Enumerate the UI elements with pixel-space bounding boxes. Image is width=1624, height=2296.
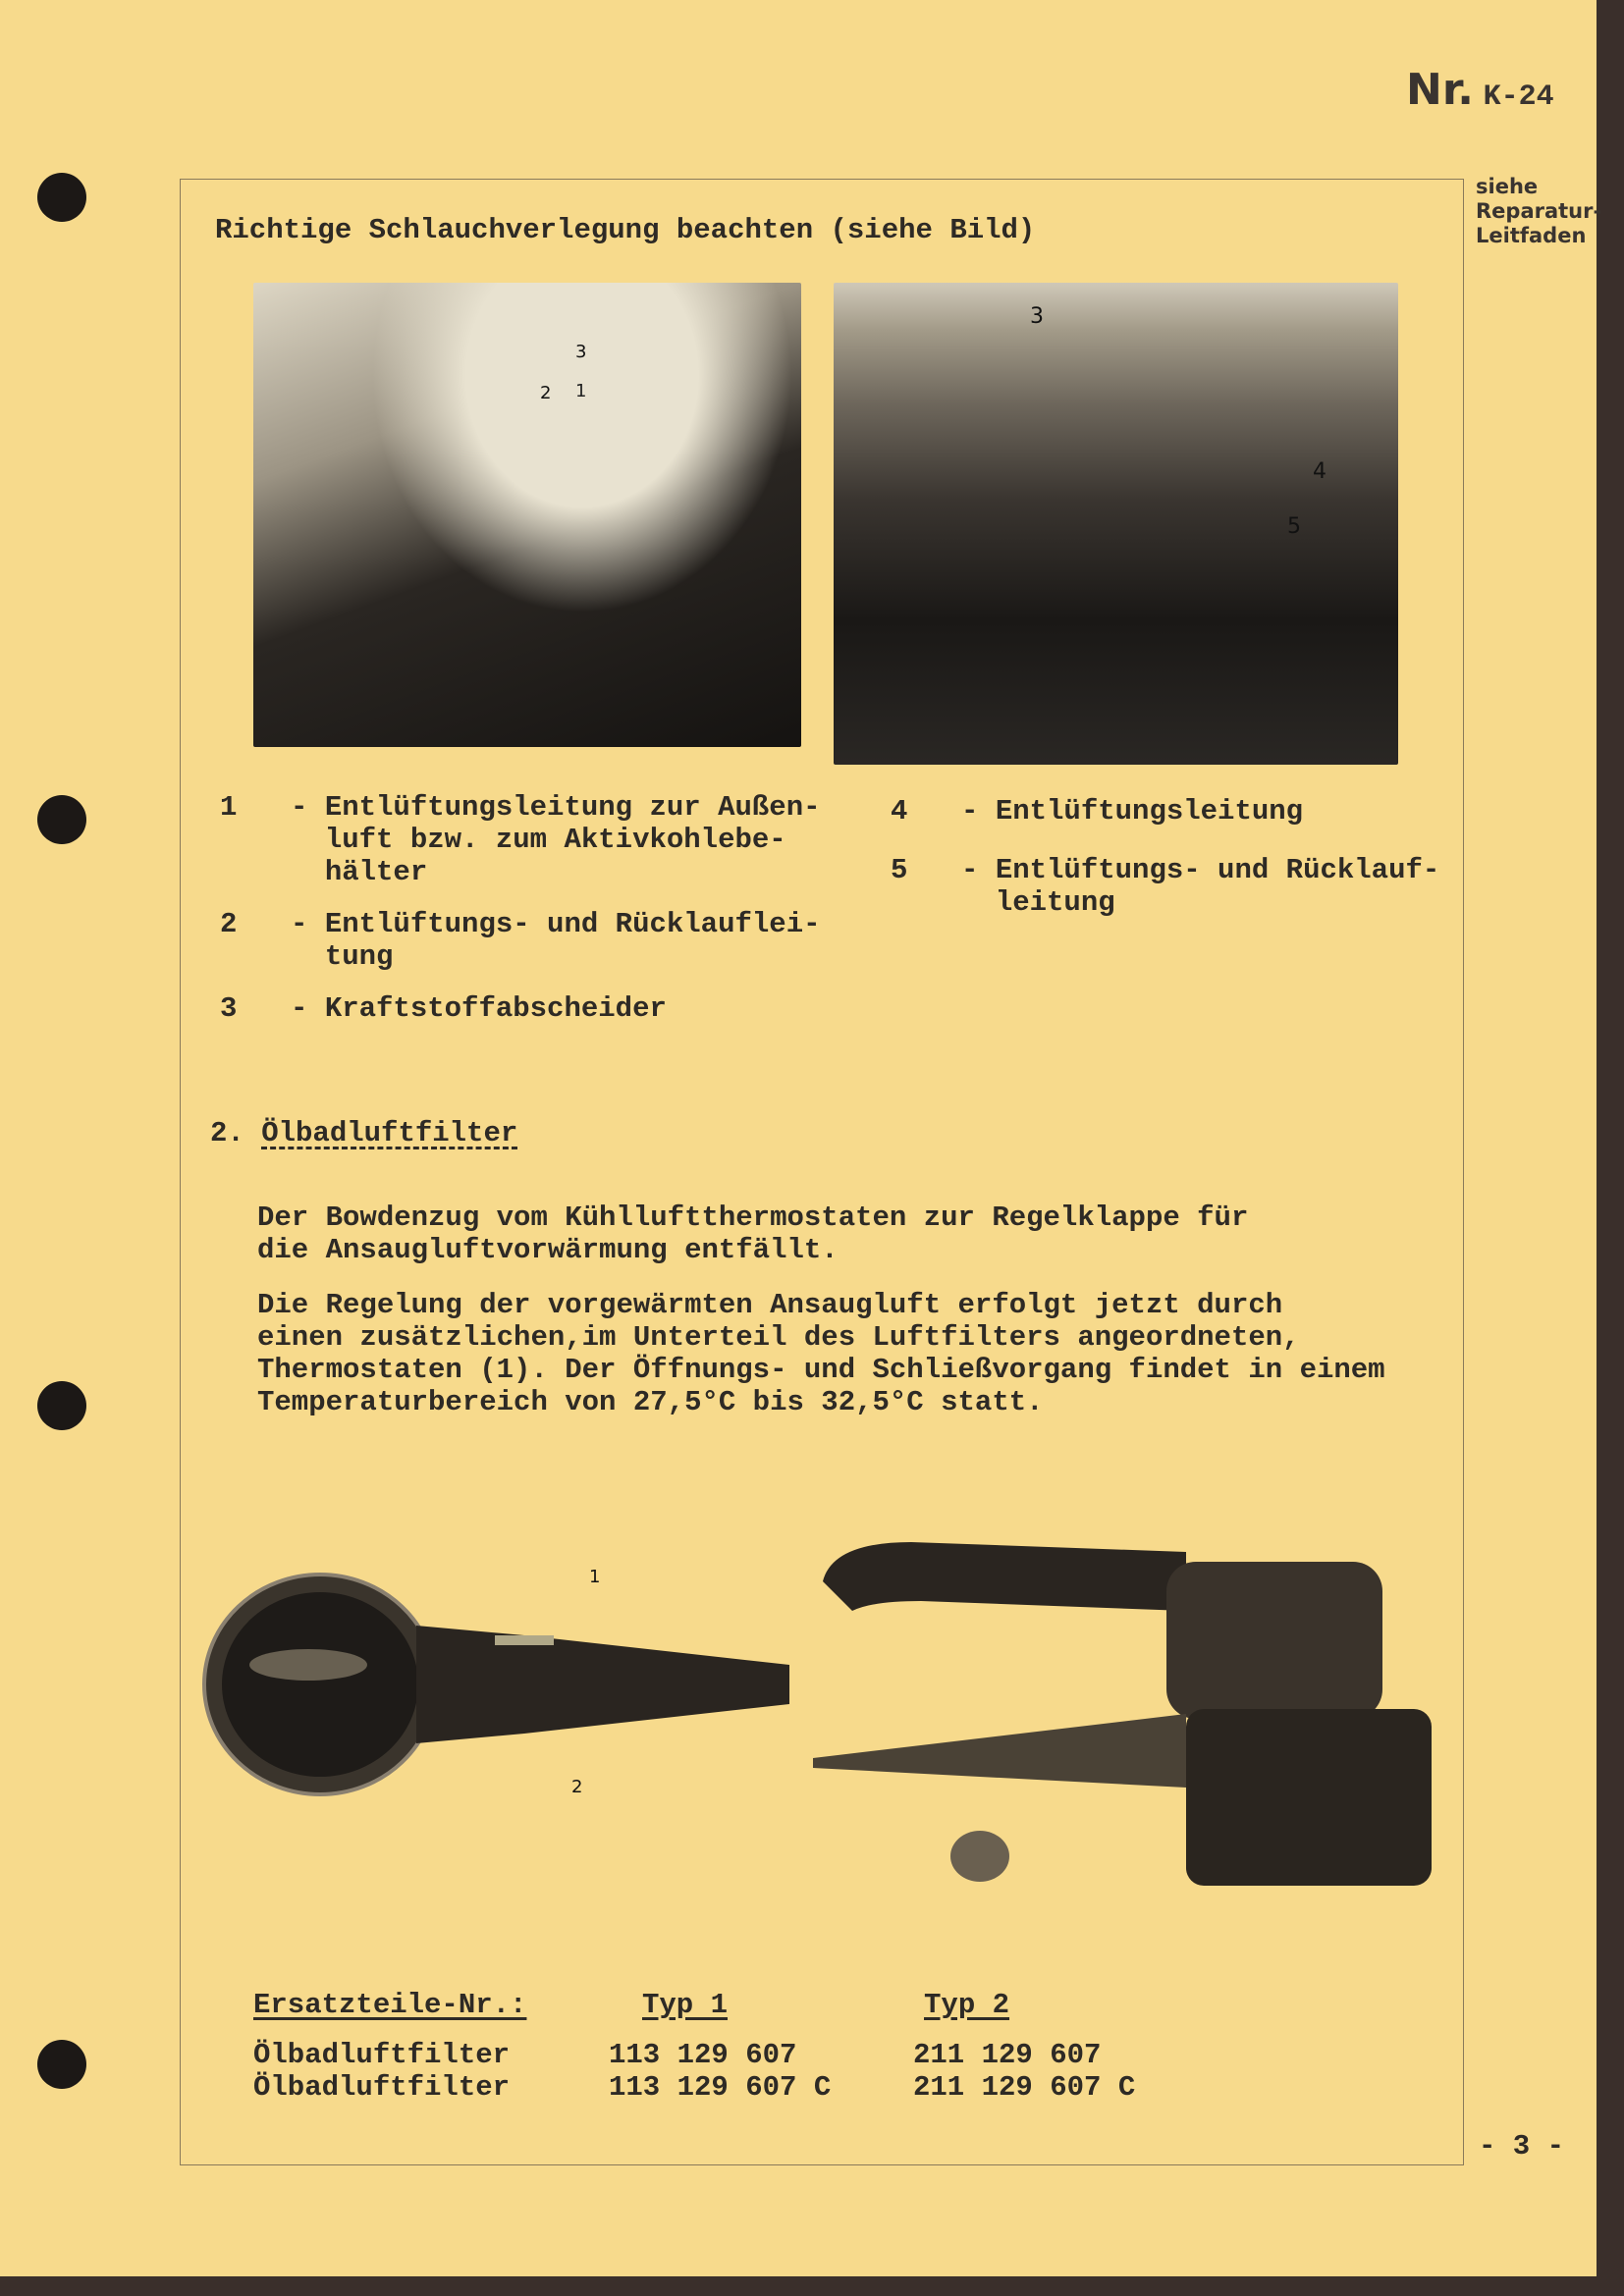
text-line: Der Bowdenzug vom Kühlluftthermostaten zur Regelklappe für [257,1201,1249,1234]
photo-air-filter-bottom [200,1567,790,1801]
parts-header: Ersatzteile-Nr.: [253,1989,527,2021]
photo-air-filter-assembled [813,1522,1435,1903]
legend-item [891,795,1439,828]
nr-value: K-24 [1483,80,1554,114]
parts-header: Typ 2 [924,1989,1010,2021]
legend-item [220,908,821,973]
part-name: Ölbadluftfilter [253,2039,511,2071]
legend-num: 2 [220,908,238,940]
legend-item [891,854,1439,919]
air-filter-illustration [200,1567,790,1801]
side-note [1476,175,1601,248]
text-line: einen zusätzlichen,im Unterteil des Luftfilters angeordneten, [257,1321,1300,1354]
paragraph-2 [257,1289,1385,1418]
photo-engine-bay-left [253,283,801,747]
legend-num: 1 [220,791,238,824]
side-note-line: Leitfaden [1476,224,1587,247]
callout-1: 1 [589,1567,601,1587]
text-line: Thermostaten (1). Der Öffnungs- und Schließvorgang findet in einem [257,1354,1385,1386]
legend-dash: - [291,992,325,1025]
part-typ1: 113 129 607 [609,2039,797,2071]
document-number [1406,65,1554,115]
legend-num: 5 [891,854,908,886]
callout-2: 2 [571,1777,583,1797]
paragraph-1 [257,1201,1248,1266]
legend-item [220,791,821,888]
part-typ1: 113 129 607 C [609,2071,832,2104]
air-filter-assembly-illustration [813,1522,1435,1903]
callout-5: 5 [1287,514,1301,539]
legend-item [220,992,821,1025]
legend-dash: - [961,795,996,828]
legend-dash: - [961,854,996,886]
page-number: - 3 - [1479,2130,1565,2163]
legend-text: luft bzw. zum Aktivkohlebe- [324,824,786,856]
legend-dash: - [291,791,325,824]
legend-text: tung [324,940,394,973]
text-line: Temperaturbereich von 27,5°C bis 32,5°C statt. [257,1386,1044,1418]
legend-text: Kraftstoffabscheider [324,992,667,1025]
legend-num: 4 [891,795,908,828]
punch-hole [37,173,86,222]
photo-engine-bay-right [834,283,1398,765]
legend-text: Entlüftungs- und Rücklauf- [995,854,1440,886]
parts-row [253,2039,1135,2071]
section-number: 2. [210,1117,244,1149]
punch-hole [37,795,86,844]
section-heading: Ölbadluftfilter [261,1117,518,1149]
parts-row [253,2071,1135,2104]
legend-text: Entlüftungsleitung [995,795,1304,828]
parts-header-row [253,1989,1135,2021]
punch-hole [37,2040,86,2089]
punch-hole [37,1381,86,1430]
callout-4: 4 [1313,459,1326,484]
part-typ2: 211 129 607 [913,2039,1102,2071]
text-line: die Ansaugluftvorwärmung entfällt. [257,1234,839,1266]
part-typ2: 211 129 607 C [913,2071,1136,2104]
callout-3: 3 [575,342,587,362]
nr-label: Nr. [1406,65,1474,115]
section2-heading [210,1117,517,1149]
part-name: Ölbadluftfilter [253,2071,511,2104]
scan-edge-bottom [0,2276,1624,2296]
callout-1: 1 [575,381,587,401]
legend-text: leitung [995,886,1115,919]
legend-text: hälter [324,856,428,888]
callout-2: 2 [540,383,552,403]
callout-3: 3 [1030,304,1044,329]
legend-text: Entlüftungs- und Rücklauflei- [324,908,821,940]
parts-header: Typ 1 [642,1989,729,2021]
legend-dash: - [291,908,325,940]
parts-table [253,1989,1135,2104]
text-line: Die Regelung der vorgewärmten Ansaugluft erfolgt jetzt durch [257,1289,1283,1321]
section-title: Richtige Schlauchverlegung beachten (siehe Bild) [215,214,1036,246]
legend-right [891,795,1439,919]
legend-num: 3 [220,992,238,1025]
side-note-line: Reparatur- [1476,199,1602,223]
scan-edge-right [1597,0,1624,2296]
legend-text: Entlüftungsleitung zur Außen- [324,791,821,824]
side-note-line: siehe [1476,175,1539,198]
legend-left [220,791,821,1025]
